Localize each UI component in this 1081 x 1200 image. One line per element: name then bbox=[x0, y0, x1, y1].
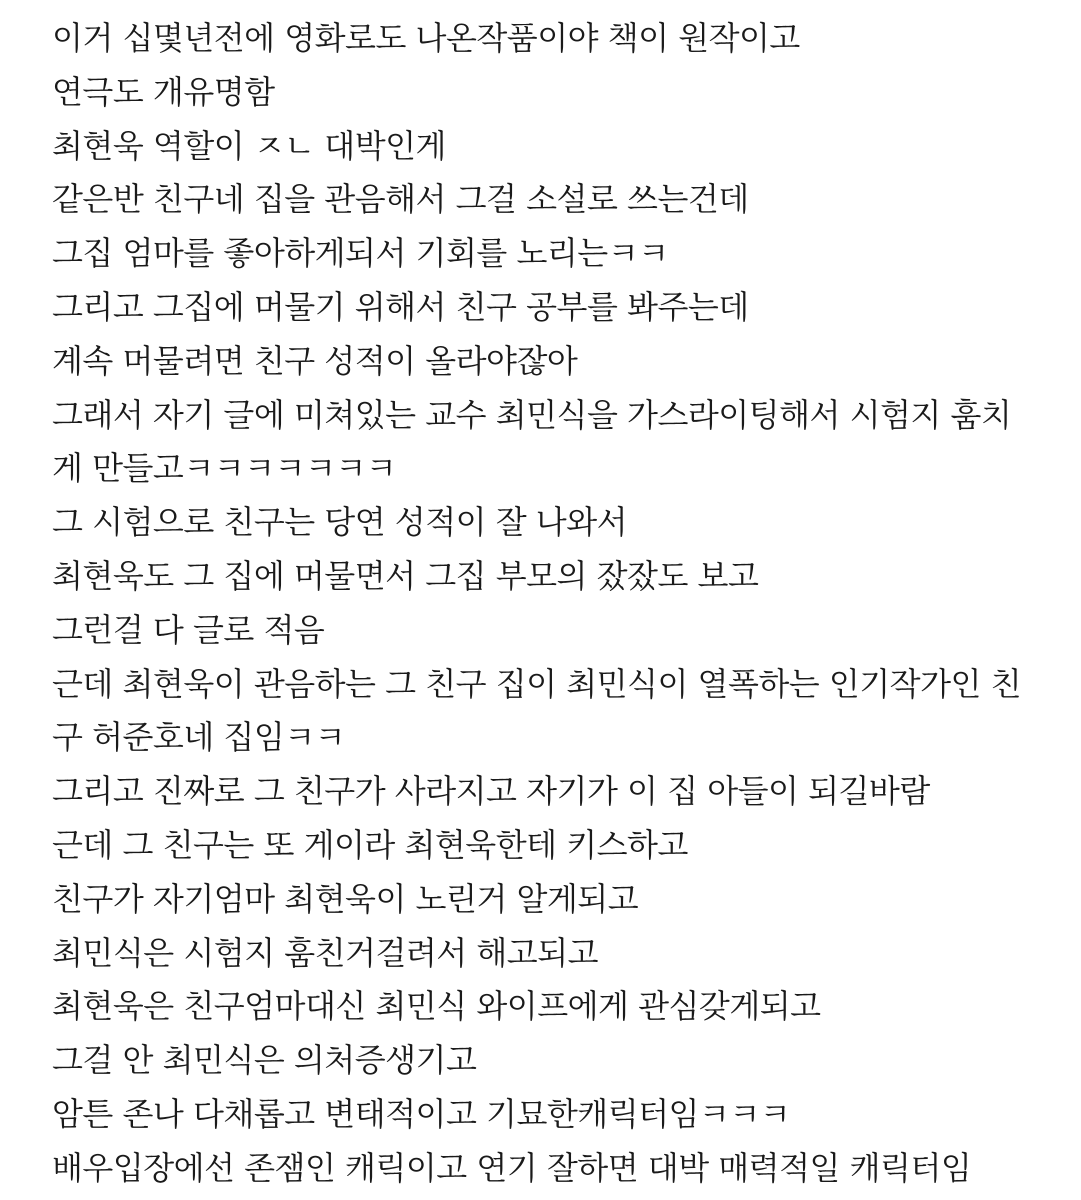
post-line: 같은반 친구네 집을 관음해서 그걸 소설로 쓰는건데 bbox=[52, 180, 749, 219]
post-line: 최현욱도 그 집에 머물면서 그집 부모의 잤잤도 보고 bbox=[52, 556, 759, 595]
post-line: 그 시험으로 친구는 당연 성적이 잘 나와서 bbox=[52, 503, 628, 542]
post-line: 구 허준호네 집임ㅋㅋ bbox=[52, 718, 346, 757]
post-line: 근데 그 친구는 또 게이라 최현욱한테 키스하고 bbox=[52, 825, 688, 864]
post-line: 그런걸 다 글로 적음 bbox=[52, 610, 325, 649]
post-line: 그리고 진짜로 그 친구가 사라지고 자기가 이 집 아들이 되길바람 bbox=[52, 772, 930, 811]
post-line: 게 만들고ㅋㅋㅋㅋㅋㅋㅋ bbox=[52, 449, 397, 488]
post-line: 근데 최현욱이 관음하는 그 친구 집이 최민식이 열폭하는 인기작가인 친 bbox=[52, 664, 1021, 703]
post-line: 친구가 자기엄마 최현욱이 노린거 알게되고 bbox=[52, 879, 639, 918]
post-line: 그리고 그집에 머물기 위해서 친구 공부를 봐주는데 bbox=[52, 287, 749, 326]
post-line: 암튼 존나 다채롭고 변태적이고 기묘한캐릭터임ㅋㅋㅋ bbox=[52, 1094, 791, 1133]
post-line: 연극도 개유명함 bbox=[52, 72, 275, 111]
post-line: 계속 머물려면 친구 성적이 올라야잖아 bbox=[52, 341, 578, 380]
post-line: 최현욱 역할이 ㅈㄴ 대박인게 bbox=[52, 126, 446, 165]
post-line: 그집 엄마를 좋아하게되서 기회를 노리는ㅋㅋ bbox=[52, 234, 669, 273]
post-line: 그걸 안 최민식은 의처증생기고 bbox=[52, 1041, 477, 1080]
post-line: 최현욱은 친구엄마대신 최민식 와이프에게 관심갖게되고 bbox=[52, 987, 821, 1026]
post-line: 이거 십몇년전에 영화로도 나온작품이야 책이 원작이고 bbox=[52, 19, 800, 57]
post-line: 최민식은 시험지 훔친거걸려서 해고되고 bbox=[52, 933, 599, 972]
post-line: 그래서 자기 글에 미쳐있는 교수 최민식을 가스라이팅해서 시험지 훔치 bbox=[52, 395, 1012, 434]
post-line: 배우입장에선 존잼인 캐릭이고 연기 잘하면 대박 매력적일 캐릭터임 bbox=[52, 1148, 972, 1187]
